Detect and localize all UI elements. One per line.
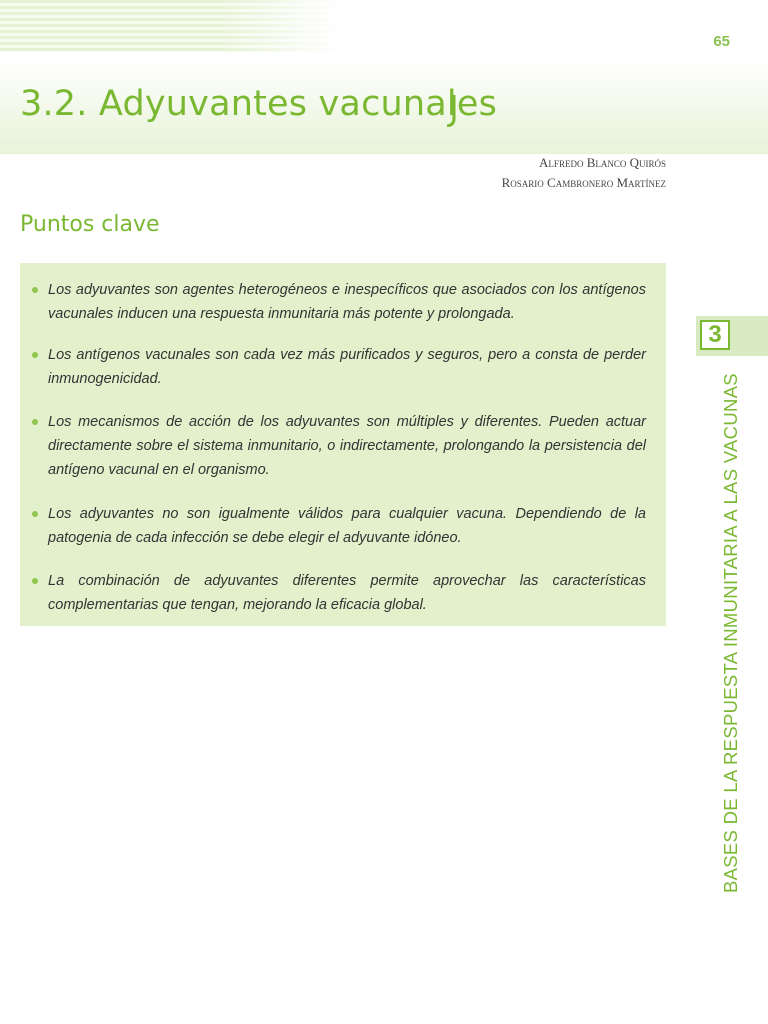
chapter-side-title: BASES DE LA RESPUESTA INMUNITARIA A LAS VACUNAS bbox=[720, 373, 741, 893]
chapter-number: 3 bbox=[700, 320, 730, 350]
title-bracket-icon bbox=[447, 95, 457, 127]
key-point-text: Los adyuvantes no son igualmente válidos para cualquier vacuna. Dependiendo de la patogenia de cada infección se debe elegir el adyuvante idóneo. bbox=[48, 506, 646, 546]
key-point-item bbox=[48, 343, 646, 391]
page-number: 65 bbox=[713, 33, 730, 50]
key-point-item bbox=[48, 410, 646, 482]
bullet-icon bbox=[32, 578, 38, 584]
key-points-heading: Puntos clave bbox=[20, 212, 160, 237]
bullet-icon bbox=[32, 419, 38, 425]
header-decoration bbox=[0, 0, 340, 52]
key-point-item bbox=[48, 569, 646, 617]
bullet-icon bbox=[32, 511, 38, 517]
author-name: Rosario Cambronero Martínez bbox=[501, 175, 666, 190]
section-title: 3.2. Adyuvantes vacunales bbox=[20, 84, 498, 124]
key-point-text: La combinación de adyuvantes diferentes permite aprovechar las características complementarias que tengan, mejorando la eficacia global. bbox=[48, 573, 646, 613]
key-point-text: Los adyuvantes son agentes heterogéneos e inespecíficos que asociados con los antígenos vacunales inducen una respuesta inmunitaria más potente y prolongada. bbox=[48, 282, 646, 322]
key-point-item bbox=[48, 502, 646, 550]
key-point-item bbox=[48, 278, 646, 326]
key-point-text: Los mecanismos de acción de los adyuvantes son múltiples y diferentes. Pueden actuar directamente sobre el sistema inmunitario, o indirectamente, prolongando la persistencia del antígeno vacunal en el organismo. bbox=[48, 414, 646, 478]
bullet-icon bbox=[32, 352, 38, 358]
author-name: Alfredo Blanco Quirós bbox=[539, 155, 666, 170]
key-point-text: Los antígenos vacunales son cada vez más purificados y seguros, pero a consta de perder inmunogenicidad. bbox=[48, 347, 646, 387]
bullet-icon bbox=[32, 287, 38, 293]
key-points-box bbox=[20, 263, 666, 626]
authors bbox=[502, 153, 666, 193]
